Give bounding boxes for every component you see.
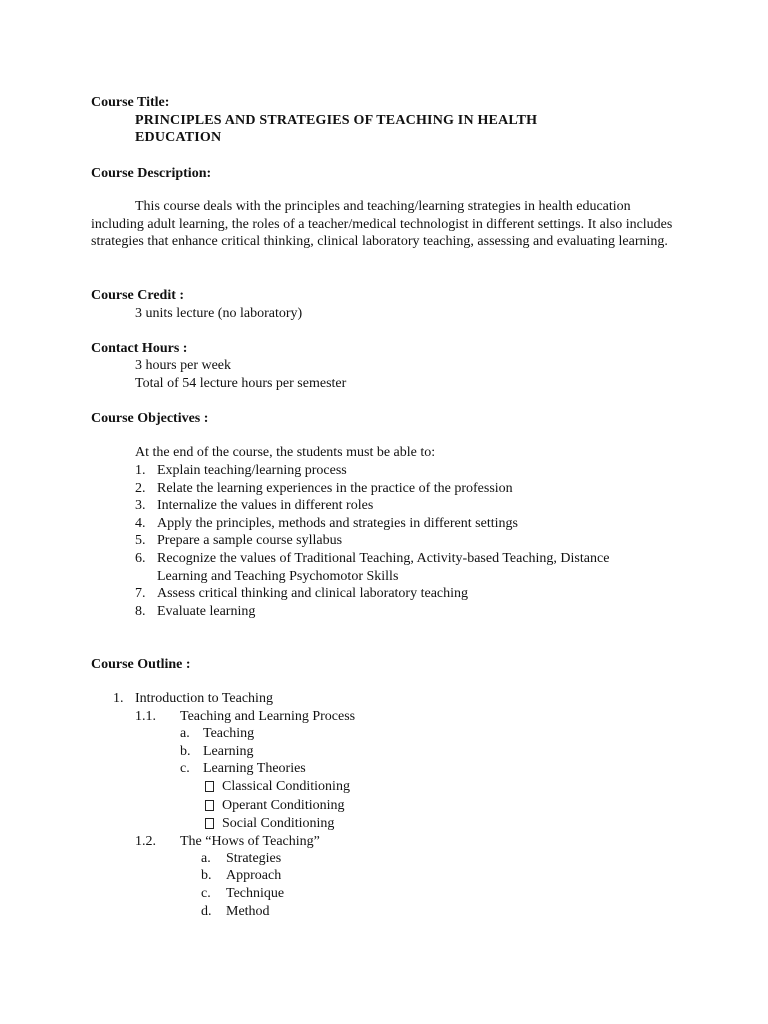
objective-text: Prepare a sample course syllabus	[157, 533, 343, 548]
course-credit-value: 3 units lecture (no laboratory)	[135, 306, 303, 321]
objective-number: 7.	[135, 586, 146, 601]
objective-text: Internalize the values in different roles	[157, 498, 374, 513]
objective-number: 6.	[135, 551, 146, 566]
contact-hours-line2: Total of 54 lecture hours per semester	[135, 376, 347, 391]
course-description-body: This course deals with the principles and teaching/learning strategies in health education including adult learning, the roles of a teacher/medical technologist in different settings. It also includes strategies that enhance critical thinking, clinical laboratory teaching, assessing and evaluating learning.	[91, 199, 673, 249]
outline-item: Teaching	[203, 726, 255, 741]
learning-theory: Operant Conditioning	[222, 798, 345, 813]
objective-number: 5.	[135, 533, 146, 548]
course-objectives-label: Course Objectives :	[91, 411, 209, 426]
outline-subnumber: 1.2.	[135, 834, 156, 849]
objective-text: Explain teaching/learning process	[157, 463, 347, 478]
objective-text: Recognize the values of Traditional Teaching, Activity-based Teaching, Distance	[157, 551, 610, 566]
objective-number: 8.	[135, 604, 146, 619]
contact-hours-line1: 3 hours per week	[135, 358, 232, 373]
objective-text: Assess critical thinking and clinical laboratory teaching	[157, 586, 469, 601]
square-bullet-icon	[205, 800, 214, 811]
outline-subnumber: 1.1.	[135, 709, 156, 724]
outline-letter: d.	[201, 904, 212, 919]
outline-item: Learning Theories	[203, 761, 306, 776]
outline-letter: a.	[180, 726, 190, 741]
objective-text: Apply the principles, methods and strategies in different settings	[157, 516, 518, 531]
square-bullet-icon	[205, 781, 214, 792]
outline-subtopic: Teaching and Learning Process	[180, 709, 356, 724]
learning-theory: Classical Conditioning	[222, 779, 350, 794]
outline-subtopic: The “Hows of Teaching”	[180, 834, 320, 849]
square-bullet-icon	[205, 818, 214, 829]
objective-number: 3.	[135, 498, 146, 513]
outline-item: Method	[226, 904, 270, 919]
objectives-intro: At the end of the course, the students must be able to:	[135, 445, 436, 460]
course-description-text	[91, 198, 681, 251]
objective-number: 4.	[135, 516, 146, 531]
outline-letter: c.	[201, 886, 211, 901]
outline-topic: Introduction to Teaching	[135, 691, 273, 706]
objective-text: Relate the learning experiences in the practice of the profession	[157, 481, 513, 496]
contact-hours-label: Contact Hours :	[91, 341, 188, 356]
outline-letter: a.	[201, 851, 211, 866]
learning-theory: Social Conditioning	[222, 816, 335, 831]
outline-item: Strategies	[226, 851, 282, 866]
outline-letter: b.	[201, 868, 212, 883]
outline-item: Learning	[203, 744, 254, 759]
course-outline-label: Course Outline :	[91, 657, 191, 672]
course-description-label: Course Description:	[91, 166, 212, 181]
outline-item: Technique	[226, 886, 285, 901]
outline-item: Approach	[226, 868, 282, 883]
objective-text-continued: Learning and Teaching Psychomotor Skills	[157, 569, 399, 584]
course-title-line2: EDUCATION	[135, 130, 222, 145]
outline-letter: c.	[180, 761, 190, 776]
objective-number: 1.	[135, 463, 146, 478]
objective-text: Evaluate learning	[157, 604, 256, 619]
outline-letter: b.	[180, 744, 191, 759]
outline-number: 1.	[113, 691, 124, 706]
course-credit-label: Course Credit :	[91, 288, 185, 303]
course-title-label: Course Title:	[91, 95, 170, 110]
objective-number: 2.	[135, 481, 146, 496]
course-title-line1: PRINCIPLES AND STRATEGIES OF TEACHING IN HEALTH	[135, 113, 538, 128]
